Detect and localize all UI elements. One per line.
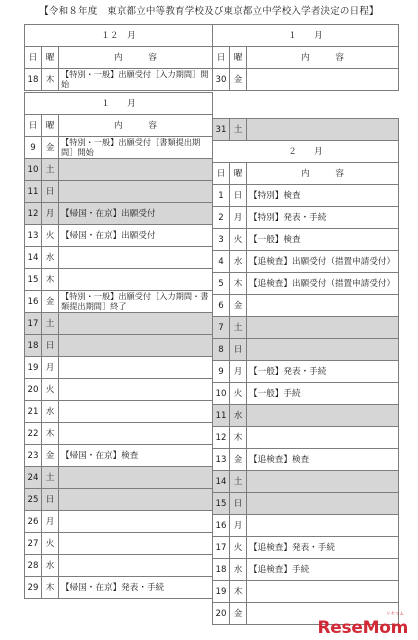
content-cell [59, 335, 213, 357]
col-content: 内 容 [59, 47, 213, 69]
content-cell [247, 69, 399, 91]
weekday-cell: 火 [42, 533, 59, 555]
table-row [213, 581, 399, 603]
weekday-cell: 日 [42, 335, 59, 357]
day-cell: 31 [213, 119, 230, 141]
content-cell: 【追検査】手続 [247, 559, 399, 581]
weekday-cell: 月 [42, 357, 59, 379]
weekday-cell: 木 [230, 581, 247, 603]
table-row [25, 445, 213, 467]
col-content: 内 容 [247, 47, 399, 69]
weekday-cell: 月 [42, 511, 59, 533]
col-weekday: 曜 [42, 47, 59, 69]
weekday-cell: 木 [42, 423, 59, 445]
weekday-cell: 土 [230, 119, 247, 141]
weekday-cell: 月 [230, 515, 247, 537]
table-row [213, 185, 399, 207]
weekday-cell: 火 [230, 229, 247, 251]
content-cell: 【一般】発表・手続 [247, 361, 399, 383]
day-cell: 19 [213, 581, 230, 603]
weekday-cell: 土 [230, 317, 247, 339]
table-row [25, 511, 213, 533]
weekday-cell: 木 [230, 273, 247, 295]
content-cell [247, 317, 399, 339]
table-row [25, 401, 213, 423]
content-cell: 【特別】検査 [247, 185, 399, 207]
content-cell [59, 423, 213, 445]
day-cell: 13 [25, 225, 42, 247]
day-cell: 1 [213, 185, 230, 207]
month-january: １ 月 [25, 93, 213, 115]
day-cell: 19 [25, 357, 42, 379]
table-row [25, 423, 213, 445]
content-cell [247, 119, 399, 141]
content-cell [247, 515, 399, 537]
day-cell: 14 [25, 247, 42, 269]
day-cell: 25 [25, 489, 42, 511]
day-cell: 20 [25, 379, 42, 401]
content-cell [247, 493, 399, 515]
table-row [213, 339, 399, 361]
day-cell: 17 [213, 537, 230, 559]
schedule-title: 【令和８年度 東京都立中等教育学校及び東京都立中学校入学者決定の日程】 [39, 6, 379, 17]
table-row [213, 559, 399, 581]
dec-jan-table [24, 24, 399, 91]
table-row [25, 225, 213, 247]
month-february: ２ 月 [213, 141, 399, 163]
content-cell: 【帰国・在京】検査 [59, 445, 213, 467]
table-row [25, 357, 213, 379]
content-cell: 【追検査】発表・手続 [247, 537, 399, 559]
weekday-cell: 日 [230, 339, 247, 361]
content-cell [59, 379, 213, 401]
table-row [25, 181, 213, 203]
weekday-cell: 金 [42, 137, 59, 159]
day-cell: 12 [213, 427, 230, 449]
day-cell: 15 [25, 269, 42, 291]
content-cell: 【帰国・在京】発表・手続 [59, 577, 213, 599]
month-december: １２ 月 [25, 25, 213, 47]
day-cell: 24 [25, 467, 42, 489]
day-cell: 18 [25, 335, 42, 357]
content-cell [59, 181, 213, 203]
day-cell: 18 [213, 559, 230, 581]
weekday-cell: 火 [230, 383, 247, 405]
table-row [25, 269, 213, 291]
weekday-cell: 日 [42, 181, 59, 203]
day-cell: 16 [213, 515, 230, 537]
content-cell: 【特別・一般】出願受付［書類提出期間］開始 [59, 137, 213, 159]
table-row [25, 533, 213, 555]
weekday-cell: 金 [42, 291, 59, 313]
weekday-cell: 水 [230, 251, 247, 273]
content-cell [59, 247, 213, 269]
col-day: 日 [213, 47, 230, 69]
content-cell [59, 269, 213, 291]
table-row [213, 361, 399, 383]
weekday-cell: 月 [230, 361, 247, 383]
weekday-cell: 日 [42, 489, 59, 511]
table-row [25, 467, 213, 489]
content-cell: 【一般】手続 [247, 383, 399, 405]
weekday-cell: 日 [230, 185, 247, 207]
col-content: 内 容 [59, 115, 213, 137]
weekday-cell: 土 [42, 313, 59, 335]
day-cell: 28 [25, 555, 42, 577]
day-cell: 17 [25, 313, 42, 335]
table-row [213, 295, 399, 317]
column-header-row [213, 163, 399, 185]
day-cell: 2 [213, 207, 230, 229]
weekday-cell: 金 [230, 295, 247, 317]
col-day: 日 [25, 115, 42, 137]
day-cell: 27 [25, 533, 42, 555]
day-cell: 26 [25, 511, 42, 533]
weekday-cell: 水 [42, 555, 59, 577]
resemom-logo: ReseMom [317, 618, 408, 638]
table-row [213, 449, 399, 471]
day-cell: 10 [213, 383, 230, 405]
weekday-cell: 月 [42, 203, 59, 225]
content-cell [247, 471, 399, 493]
table-row [25, 555, 213, 577]
day-cell: 23 [25, 445, 42, 467]
day-cell: 11 [25, 181, 42, 203]
table-row [25, 489, 213, 511]
col-weekday: 曜 [42, 115, 59, 137]
month-header-row [25, 25, 399, 47]
content-cell [59, 357, 213, 379]
table-row [213, 515, 399, 537]
content-cell [247, 339, 399, 361]
day-cell: 6 [213, 295, 230, 317]
col-weekday: 曜 [230, 163, 247, 185]
weekday-cell: 金 [230, 449, 247, 471]
column-header-row [25, 115, 213, 137]
weekday-cell: 土 [230, 471, 247, 493]
content-cell [247, 295, 399, 317]
day-cell: 21 [25, 401, 42, 423]
day-cell: 4 [213, 251, 230, 273]
content-cell: 【一般】検査 [247, 229, 399, 251]
weekday-cell: 火 [230, 537, 247, 559]
content-cell [59, 489, 213, 511]
day-cell: 9 [25, 137, 42, 159]
column-header-row [25, 47, 399, 69]
content-cell [59, 511, 213, 533]
content-cell [247, 427, 399, 449]
table-row [25, 69, 399, 91]
weekday-cell: 金 [230, 69, 247, 91]
weekday-cell: 火 [42, 379, 59, 401]
content-cell [59, 533, 213, 555]
day-cell: 30 [213, 69, 230, 91]
table-row [213, 405, 399, 427]
day-cell: 3 [213, 229, 230, 251]
col-weekday: 曜 [230, 47, 247, 69]
table-row [25, 313, 213, 335]
weekday-cell: 月 [230, 207, 247, 229]
weekday-cell: 木 [230, 427, 247, 449]
table-row [25, 247, 213, 269]
day-cell: 10 [25, 159, 42, 181]
content-cell [247, 581, 399, 603]
table-row [25, 137, 213, 159]
day-cell: 18 [25, 69, 42, 91]
day-cell: 8 [213, 339, 230, 361]
table-row [25, 203, 213, 225]
content-cell: 【追検査】検査 [247, 449, 399, 471]
february-table [212, 118, 399, 625]
content-cell: 【帰国・在京】出願受付 [59, 203, 213, 225]
weekday-cell: 水 [230, 405, 247, 427]
content-cell [59, 467, 213, 489]
day-cell: 12 [25, 203, 42, 225]
content-cell [247, 405, 399, 427]
weekday-cell: 土 [42, 467, 59, 489]
day-cell: 20 [213, 603, 230, 625]
table-row [25, 577, 213, 599]
content-cell [59, 159, 213, 181]
month-header-row [25, 93, 213, 115]
table-row [213, 251, 399, 273]
day-cell: 13 [213, 449, 230, 471]
month-january-top: １ 月 [213, 25, 399, 47]
table-row [213, 383, 399, 405]
weekday-cell: 金 [42, 445, 59, 467]
table-row [25, 291, 213, 313]
weekday-cell: 火 [42, 225, 59, 247]
content-cell: 【追検査】出願受付（措置申請受付） [247, 251, 399, 273]
weekday-cell: 水 [42, 401, 59, 423]
content-cell: 【特別・一般】出願受付［入力期間・書類提出期間］終了 [59, 291, 213, 313]
day-cell: 14 [213, 471, 230, 493]
month-header-row [213, 141, 399, 163]
table-row [25, 379, 213, 401]
col-day: 日 [213, 163, 230, 185]
day-cell: 7 [213, 317, 230, 339]
weekday-cell: 金 [230, 603, 247, 625]
weekday-cell: 木 [42, 69, 59, 91]
weekday-cell: 木 [42, 269, 59, 291]
weekday-cell: 日 [230, 493, 247, 515]
weekday-cell: 木 [42, 577, 59, 599]
content-cell: 【追検査】出願受付（措置申請受付） [247, 273, 399, 295]
table-row [213, 493, 399, 515]
weekday-cell: 水 [42, 247, 59, 269]
day-cell: 11 [213, 405, 230, 427]
table-row [213, 229, 399, 251]
content-cell: 【特別・一般】出願受付［入力期間］開始 [59, 69, 213, 91]
content-cell [59, 401, 213, 423]
table-row [213, 471, 399, 493]
table-row [213, 273, 399, 295]
col-day: 日 [25, 47, 42, 69]
day-cell: 5 [213, 273, 230, 295]
day-cell: 16 [25, 291, 42, 313]
table-row [25, 335, 213, 357]
content-cell: 【特別】発表・手続 [247, 207, 399, 229]
day-cell: 29 [25, 577, 42, 599]
weekday-cell: 水 [230, 559, 247, 581]
content-cell [59, 555, 213, 577]
day-cell: 22 [25, 423, 42, 445]
content-cell: 【帰国・在京】出願受付 [59, 225, 213, 247]
table-row [213, 427, 399, 449]
table-row [213, 207, 399, 229]
weekday-cell: 土 [42, 159, 59, 181]
january-table [24, 92, 213, 599]
day-cell: 15 [213, 493, 230, 515]
table-row [213, 119, 399, 141]
table-row [213, 537, 399, 559]
day-cell: 9 [213, 361, 230, 383]
logo-subtext: リセマム [386, 612, 404, 617]
table-row [213, 317, 399, 339]
content-cell [59, 313, 213, 335]
table-row [25, 159, 213, 181]
col-content: 内 容 [247, 163, 399, 185]
